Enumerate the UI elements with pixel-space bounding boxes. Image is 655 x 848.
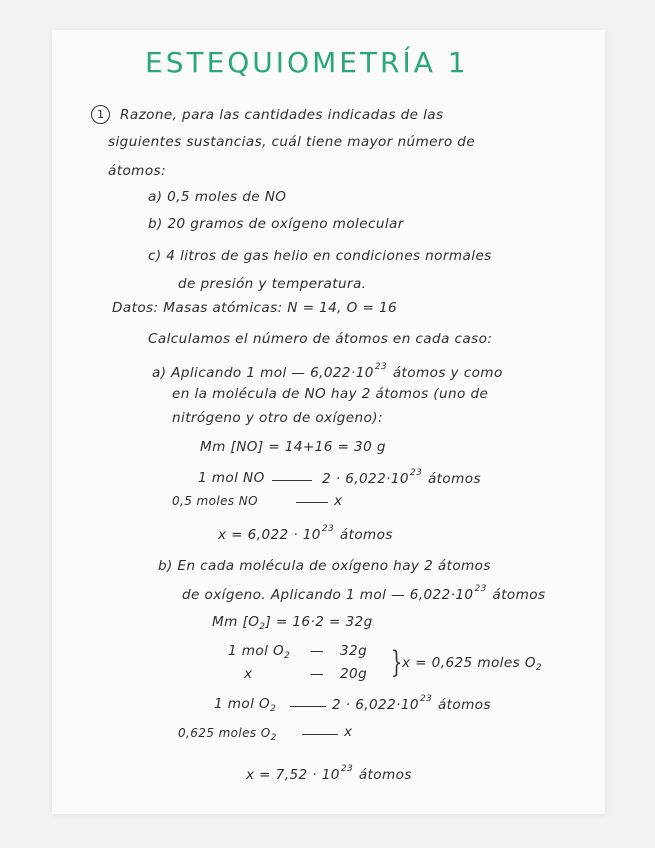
page-title: ESTEQUIOMETRÍA 1 xyxy=(145,46,469,79)
part-b-rule-row-1-dash xyxy=(290,706,326,707)
part-b-molar-mass xyxy=(212,614,373,632)
part-a-line-1 xyxy=(152,362,503,381)
part-b-rule-row-1-subscript: 2 xyxy=(270,704,277,714)
part-b-rule-row-1-exponent: 23 xyxy=(419,694,433,704)
part-b-rule-row-2-dash xyxy=(302,734,338,735)
datos-line: Datos: Masas atómicas: N = 14, O = 16 xyxy=(112,300,398,316)
part-b-molar-mass-text: Mm [O xyxy=(212,614,260,630)
part-b-proportion-row-1-dash: — xyxy=(310,643,324,659)
part-b-line-2 xyxy=(182,584,546,603)
part-b-result-text: x = 7,52 · 10 xyxy=(246,767,340,783)
part-a-result-unit: átomos xyxy=(339,527,393,543)
proportion-brace: } xyxy=(390,645,403,680)
part-a-line-1-text: a) Aplicando 1 mol — 6,022·10 xyxy=(152,365,374,381)
part-a-rule-row-2-left: 0,5 moles NO xyxy=(172,494,258,508)
question-line-3: átomos: xyxy=(108,163,166,179)
part-b-rule-row-2-left xyxy=(178,726,277,743)
part-a-rule-row-1-right-text: 2 · 6,022·10 xyxy=(322,471,409,487)
intro-line: Calculamos el número de átomos en cada caso: xyxy=(148,331,493,347)
part-b-rule-row-1-right-text: 2 · 6,022·10 xyxy=(332,697,419,713)
part-a-line-2: en la molécula de NO hay 2 átomos (uno de xyxy=(172,386,489,402)
part-a-rule-row-1-unit: átomos xyxy=(427,471,481,487)
part-b-rule-row-1-left xyxy=(214,696,276,714)
option-c-line-1: c) 4 litros de gas helio en condiciones normales xyxy=(148,248,492,264)
part-a-rule-row-2-dash xyxy=(296,502,328,503)
part-b-rule-row-2-text: 0,625 moles O xyxy=(178,726,271,740)
option-c-line-2: de presión y temperatura. xyxy=(178,276,367,292)
part-b-molar-mass-tail: ] = 16·2 = 32g xyxy=(265,614,373,630)
question-line-2: siguientes sustancias, cuál tiene mayor número de xyxy=(108,134,476,150)
part-b-proportion-result xyxy=(402,655,542,673)
part-a-line-1-tail: átomos y como xyxy=(392,365,503,381)
part-b-line-1: b) En cada molécula de oxígeno hay 2 átomos xyxy=(158,558,491,574)
part-b-proportion-row-2-left: x xyxy=(244,666,253,682)
part-b-line-2-text: de oxígeno. Aplicando 1 mol — 6,022·10 xyxy=(182,587,474,603)
option-a: a) 0,5 moles de NO xyxy=(148,189,287,205)
question-number-badge: 1 xyxy=(91,105,110,124)
part-b-proportion-row-1-subscript: 2 xyxy=(284,651,291,661)
part-a-result xyxy=(218,524,393,543)
part-b-proportion-row-1-left xyxy=(228,643,290,661)
part-b-rule-row-1-right xyxy=(332,694,491,713)
part-b-rule-row-2-right: x xyxy=(344,724,353,740)
part-a-line-1-exponent: 23 xyxy=(374,362,388,372)
part-a-rule-row-1-exponent: 23 xyxy=(409,468,423,478)
part-b-proportion-result-text: x = 0,625 moles O xyxy=(402,655,536,671)
part-b-proportion-row-2-right: 20g xyxy=(340,666,368,682)
part-b-result-unit: átomos xyxy=(358,767,412,783)
part-a-result-exponent: 23 xyxy=(321,524,335,534)
part-b-rule-row-1-unit: átomos xyxy=(437,697,491,713)
question-line-1: Razone, para las cantidades indicadas de las xyxy=(120,107,444,123)
part-a-molar-mass: Mm [NO] = 14+16 = 30 g xyxy=(200,439,386,455)
part-b-result-exponent: 23 xyxy=(340,764,354,774)
part-b-line-2-exponent: 23 xyxy=(474,584,487,594)
part-a-rule-row-1-left: 1 mol NO xyxy=(198,470,265,486)
part-a-line-3: nitrógeno y otro de oxígeno): xyxy=(172,410,383,426)
part-a-rule-row-2-right: x xyxy=(334,493,343,509)
part-b-line-2-unit: átomos xyxy=(492,587,546,603)
part-a-result-text: x = 6,022 · 10 xyxy=(218,527,321,543)
part-a-rule-row-1-right xyxy=(322,468,481,487)
part-a-rule-row-1-dash xyxy=(272,480,312,481)
part-b-proportion-row-1-text: 1 mol O xyxy=(228,643,285,659)
part-b-proportion-row-1-right: 32g xyxy=(340,643,368,659)
part-b-rule-row-1-text: 1 mol O xyxy=(214,696,271,712)
part-b-proportion-row-2-dash: — xyxy=(310,666,324,682)
part-b-rule-row-2-subscript: 2 xyxy=(270,733,277,743)
part-b-proportion-result-subscript: 2 xyxy=(535,663,543,673)
option-b: b) 20 gramos de oxígeno molecular xyxy=(148,216,404,232)
part-b-result xyxy=(246,764,412,783)
part-b-molar-mass-subscript: 2 xyxy=(259,622,266,632)
